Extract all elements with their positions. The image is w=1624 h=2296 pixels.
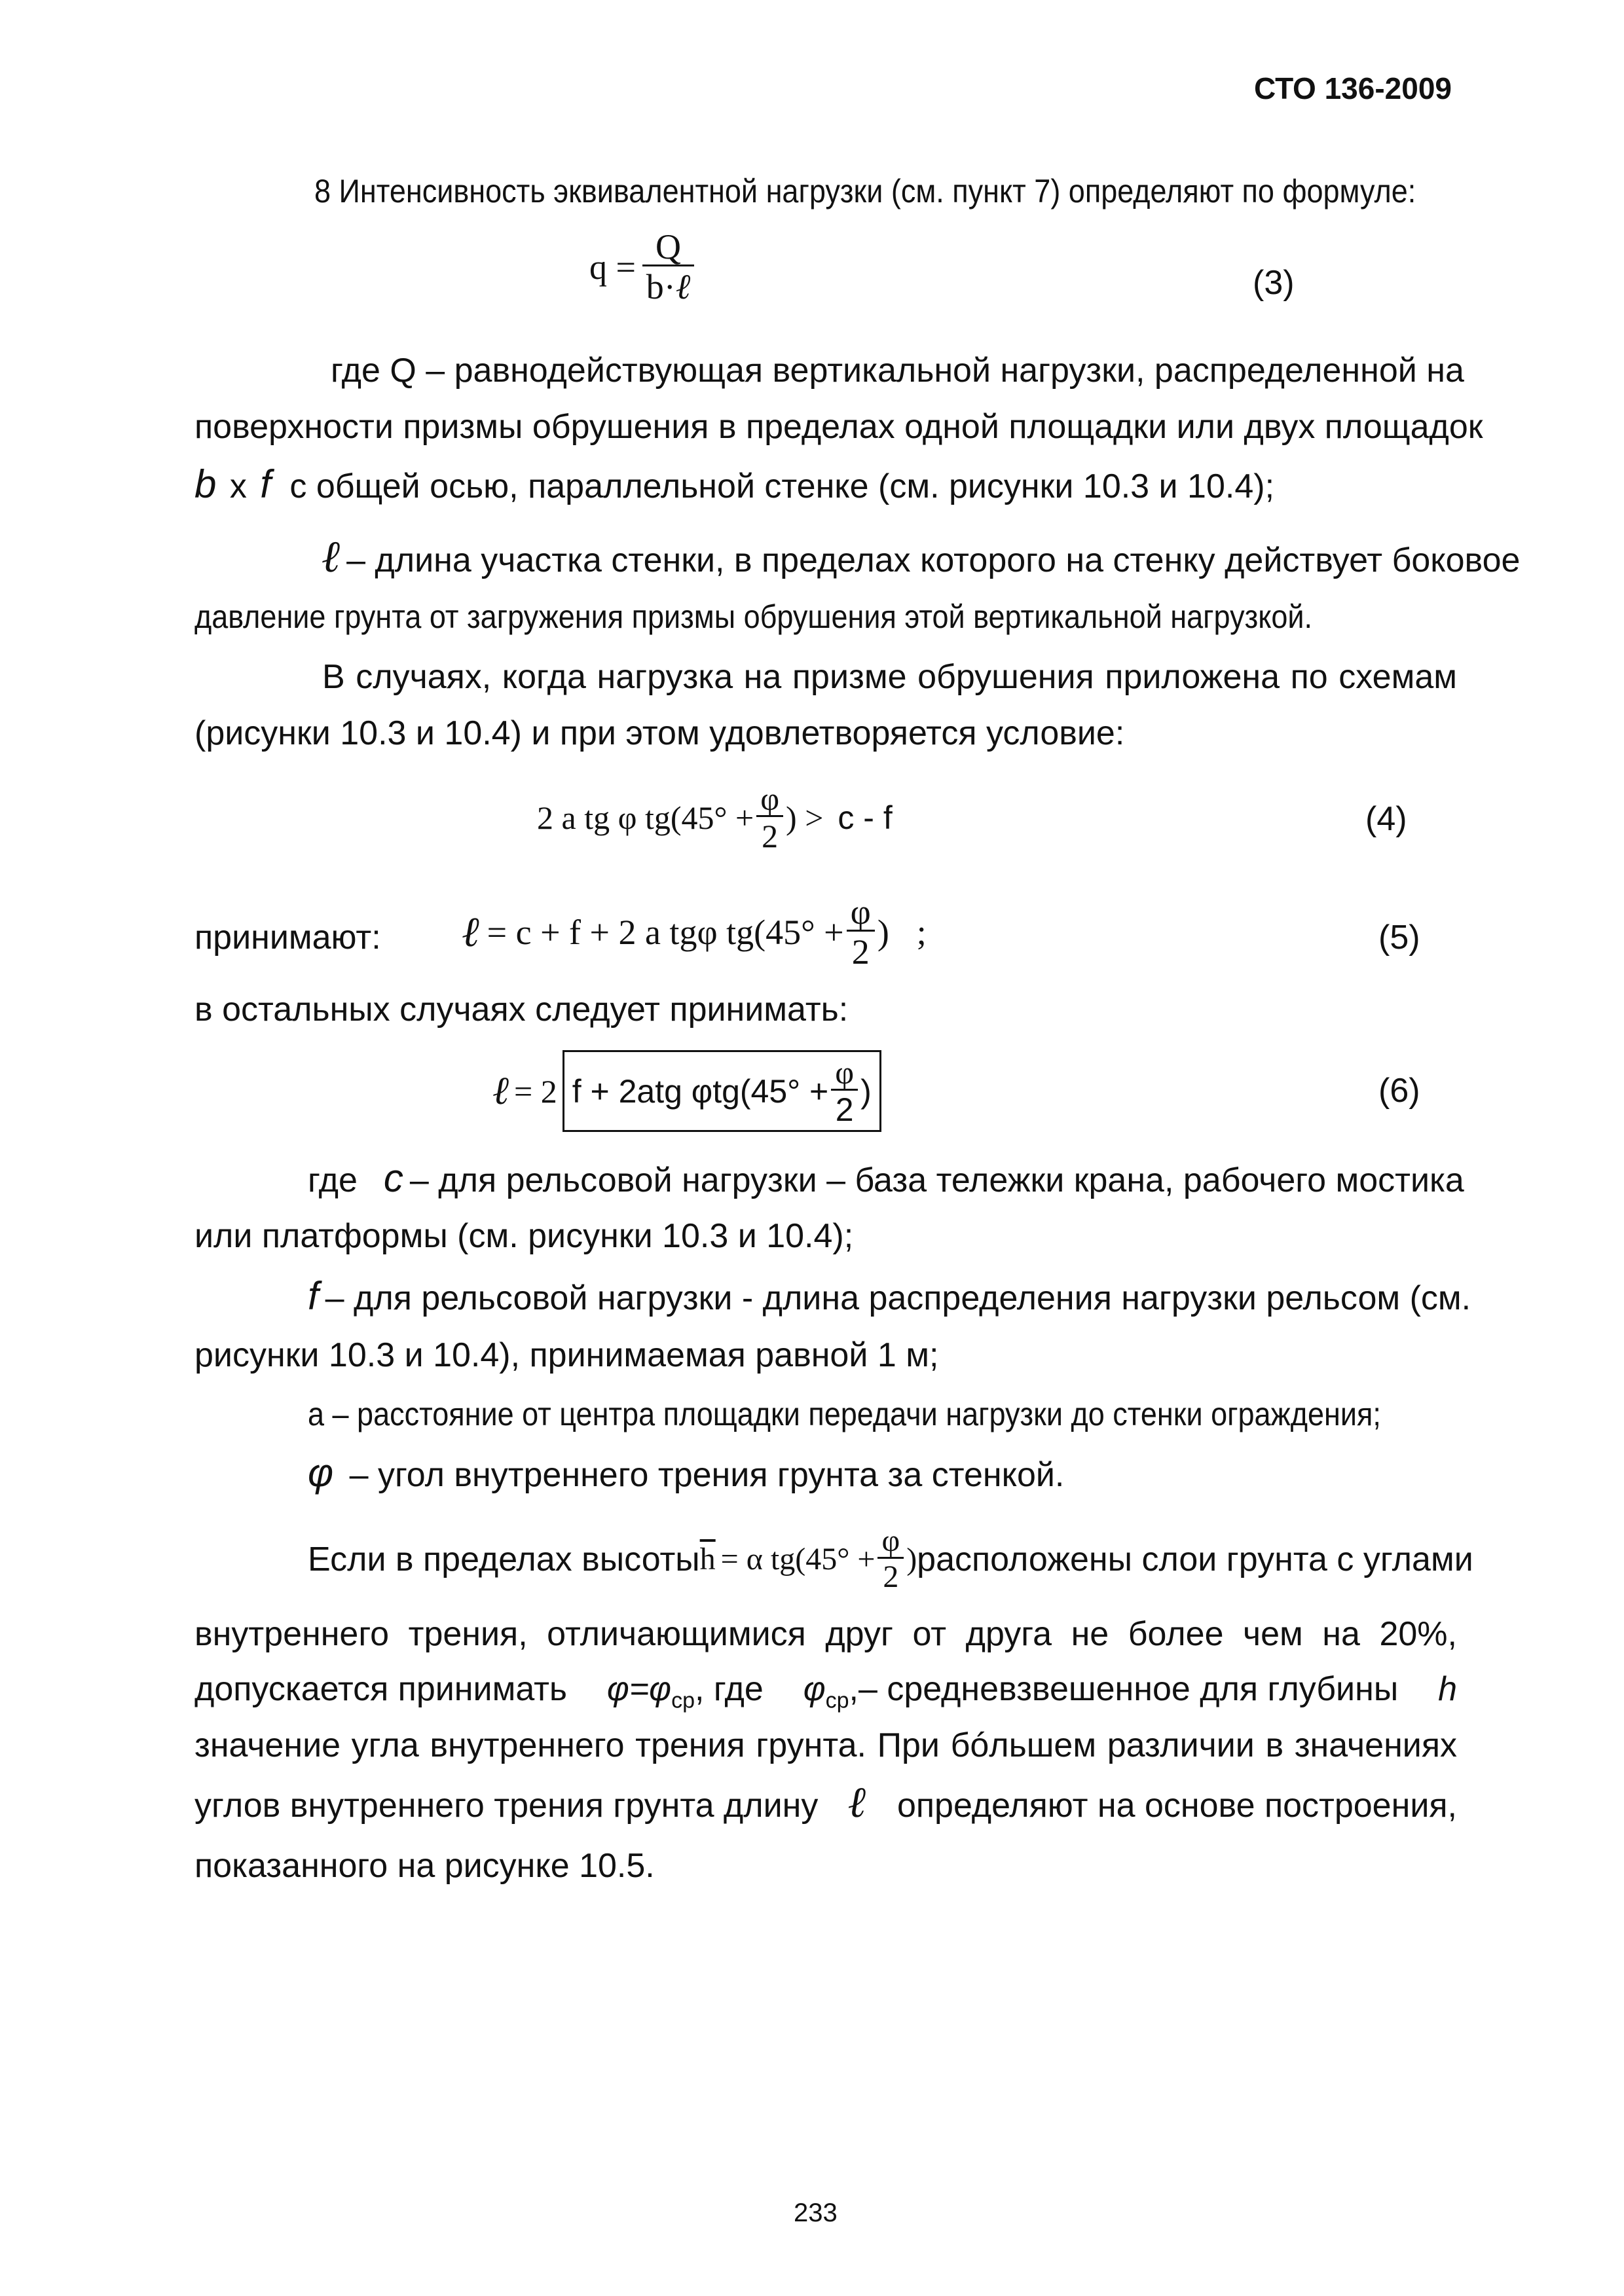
- page-number: 233: [794, 2198, 838, 2227]
- eq3-denominator: b·ℓ: [646, 267, 691, 306]
- equation-3: [589, 229, 694, 304]
- cases-line2: (рисунки 10.3 и 10.4) и при этом удовлетворяется условие:: [194, 714, 1125, 752]
- equation-5: ℓ = c + f + 2 a tgφ tg(45° + $\frac{\varphi}{2}$ ) ;: [462, 892, 927, 972]
- where-l-line2: давление грунта от загружения призмы обрушения этой вертикальной нагрузкой.: [194, 598, 1313, 635]
- height-line5: углов внутреннего трения грунта длину ℓ определяют на основе построения,: [194, 1779, 1457, 1827]
- document-code: СТО 136-2009: [1254, 71, 1452, 105]
- height-line4: значение угла внутреннего трения грунта. При бóльшем различии в значениях: [194, 1726, 1457, 1764]
- where-f-line2: рисунки 10.3 и 10.4), принимаемая равной 1 м;: [194, 1336, 939, 1374]
- eq4-number: (4): [1365, 800, 1407, 838]
- where-c-line2: или платформы (см. рисунки 10.3 и 10.4);: [194, 1217, 854, 1255]
- height-formula: $\overline{h}$ = α tg(45° + $\frac{\varphi}{2}$ ): [699, 1523, 917, 1594]
- where-c-line1: где c – для рельсовой нагрузки – база тележки крана, рабочего мостика: [308, 1156, 1464, 1200]
- where-q-line3: b x f с общей осью, параллельной стенке (см. рисунки 10.3 и 10.4);: [194, 462, 1275, 506]
- eq3-fraction: [642, 229, 694, 304]
- height-line1: Если в пределах высоты $\overline{h}$ = α tg(45° + $\frac{\varphi}{2}$ ) расположены слои грунта с углами: [308, 1523, 1473, 1594]
- equation-6: ℓ = 2 f + 2atg φtg(45° + $\frac{\varphi}{2}$ ): [492, 1050, 881, 1132]
- equation-4: 2 a tg φ tg(45° + $\frac{\varphi}{2}$ ) > c - f: [537, 780, 893, 854]
- where-q-line1: где Q – равнодействующая вертикальной нагрузки, распределенной на: [331, 352, 1464, 390]
- where-phi: φ – угол внутреннего трения грунта за стенкой.: [308, 1451, 1065, 1495]
- eq3-number: (3): [1253, 264, 1295, 302]
- where-f-line1: f – для рельсовой нагрузки - длина распределения нагрузки рельсом (см.: [308, 1274, 1471, 1318]
- eq6-number: (6): [1378, 1072, 1420, 1110]
- where-a: а – расстояние от центра площадки передачи нагрузки до стенки ограждения;: [308, 1396, 1381, 1432]
- eq3-lhs: q =: [589, 247, 636, 287]
- eq6-bracket: f + 2atg φtg(45° + $\frac{\varphi}{2}$ ): [563, 1050, 881, 1132]
- height-line3: допускается принимать $\varphi=\varphi_{ср}$, где $\varphi_{ср},-$ средневзвешенное для глубины h: [194, 1670, 1457, 1713]
- eq5-label: принимают:: [194, 919, 381, 957]
- cases-line1: В случаях, когда нагрузка на призме обрушения приложена по схемам: [322, 658, 1457, 696]
- paragraph-8: 8 Интенсивность эквивалентной нагрузки (см. пункт 7) определяют по формуле:: [314, 173, 1416, 210]
- eq5-number: (5): [1378, 919, 1420, 957]
- eq3-numerator: Q: [642, 229, 694, 266]
- height-line2: внутреннего трения, отличающимися друг от друга не более чем на 20%,: [194, 1615, 1457, 1653]
- height-line6: показанного на рисунке 10.5.: [194, 1847, 655, 1885]
- where-q-line2: поверхности призмы обрушения в пределах одной площадки или двух площадок: [194, 408, 1483, 446]
- ell-symbol: ℓ: [322, 532, 342, 581]
- other-cases: в остальных случаях следует принимать:: [194, 991, 849, 1029]
- where-l-line1: ℓ – длина участка стенки, в пределах которого на стенку действует боковое: [322, 532, 1521, 581]
